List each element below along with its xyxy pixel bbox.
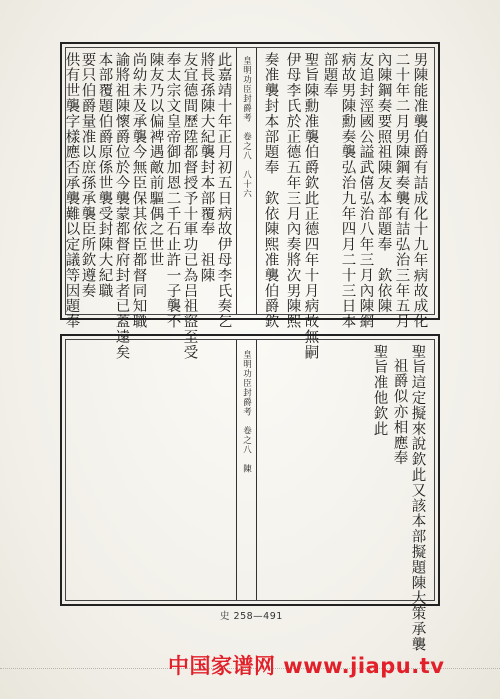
upper-text-column: 此嘉靖十年正月初五日病故伊母李氏奏乞 [215,52,232,330]
archive-reference-number: 史 258—491 [220,611,283,622]
upper-text-column: 尚幼未及承襲今無臣保其依臣都督同知職 [130,52,147,330]
upper-text-column: 友追封涇國公謚武僖弘治八年三月內陳網 [357,52,374,330]
upper-text-column: 伊母李氏於正德五年三月內奏將次男陳熙 [284,52,301,330]
upper-center-label: 皇明功臣封爵考 卷之八 八十六 [241,56,252,199]
upper-text-column: 部題奉 [321,52,338,99]
lower-center-rule-left [236,340,237,600]
lower-text-column: 聖旨准他欽此 [371,344,388,437]
upper-text-column: 二十年二月男陳鋼奏襲有詰弘治三年五月 [393,52,410,330]
upper-text-column: 聖旨陳勳准襲伯爵欽此正德四年十月病故無嗣 [302,52,319,360]
upper-text-column: 本部覆題伯爵原係世襲受封陳大紀職 [96,52,113,299]
upper-text-column: 內陳鋼奏要照祖陳友本部題奉 欽依陳 [375,52,392,314]
site-watermark: 中国家谱网 www.jiapu.tv [168,654,445,678]
upper-text-column: 將長孫陳大紀襲封本部覆奉 祖陳 [198,52,215,283]
upper-center-rule-left [236,48,237,314]
lower-text-column: 祖爵似亦相應奉 [391,358,408,466]
upper-text-column: 病故男陳勳奏襲弘治九年四月二十三日本 [339,52,356,330]
upper-text-column: 男陳能准襲伯爵有詰成化十九年病故成化 [411,52,428,330]
lower-text-column: 聖旨這定擬來說欽此又該本部擬題陳大策承襲 [409,344,426,652]
upper-text-column: 諭將祖陳懷爵位於今襲蒙都督府封者已蓋遠矣 [113,52,130,360]
upper-text-column: 陳友乃以偏裨遇敵前驅偶之世世 [147,52,164,268]
lower-center-rule-right [256,340,257,600]
upper-text-column: 友宜德間歷陞都督授予十軍功已為吕祖盜至受 [181,52,198,360]
upper-center-rule-right [256,48,257,314]
upper-text-column: 奉太宗文皇帝御加恩二千石止許一子襲不 [164,52,181,330]
upper-text-column: 奏准襲封本部題奉 欽依陳熙准襲伯爵欽 [262,52,279,330]
lower-center-label: 皇明功臣封爵考 卷之八 陳 [241,350,252,474]
upper-text-column: 要只伯爵量准以庶孫承襲臣所欽遵奏 [79,52,96,299]
upper-text-column: 供有世襲字樣應否承襲難以定議等因題奉 [63,52,80,330]
